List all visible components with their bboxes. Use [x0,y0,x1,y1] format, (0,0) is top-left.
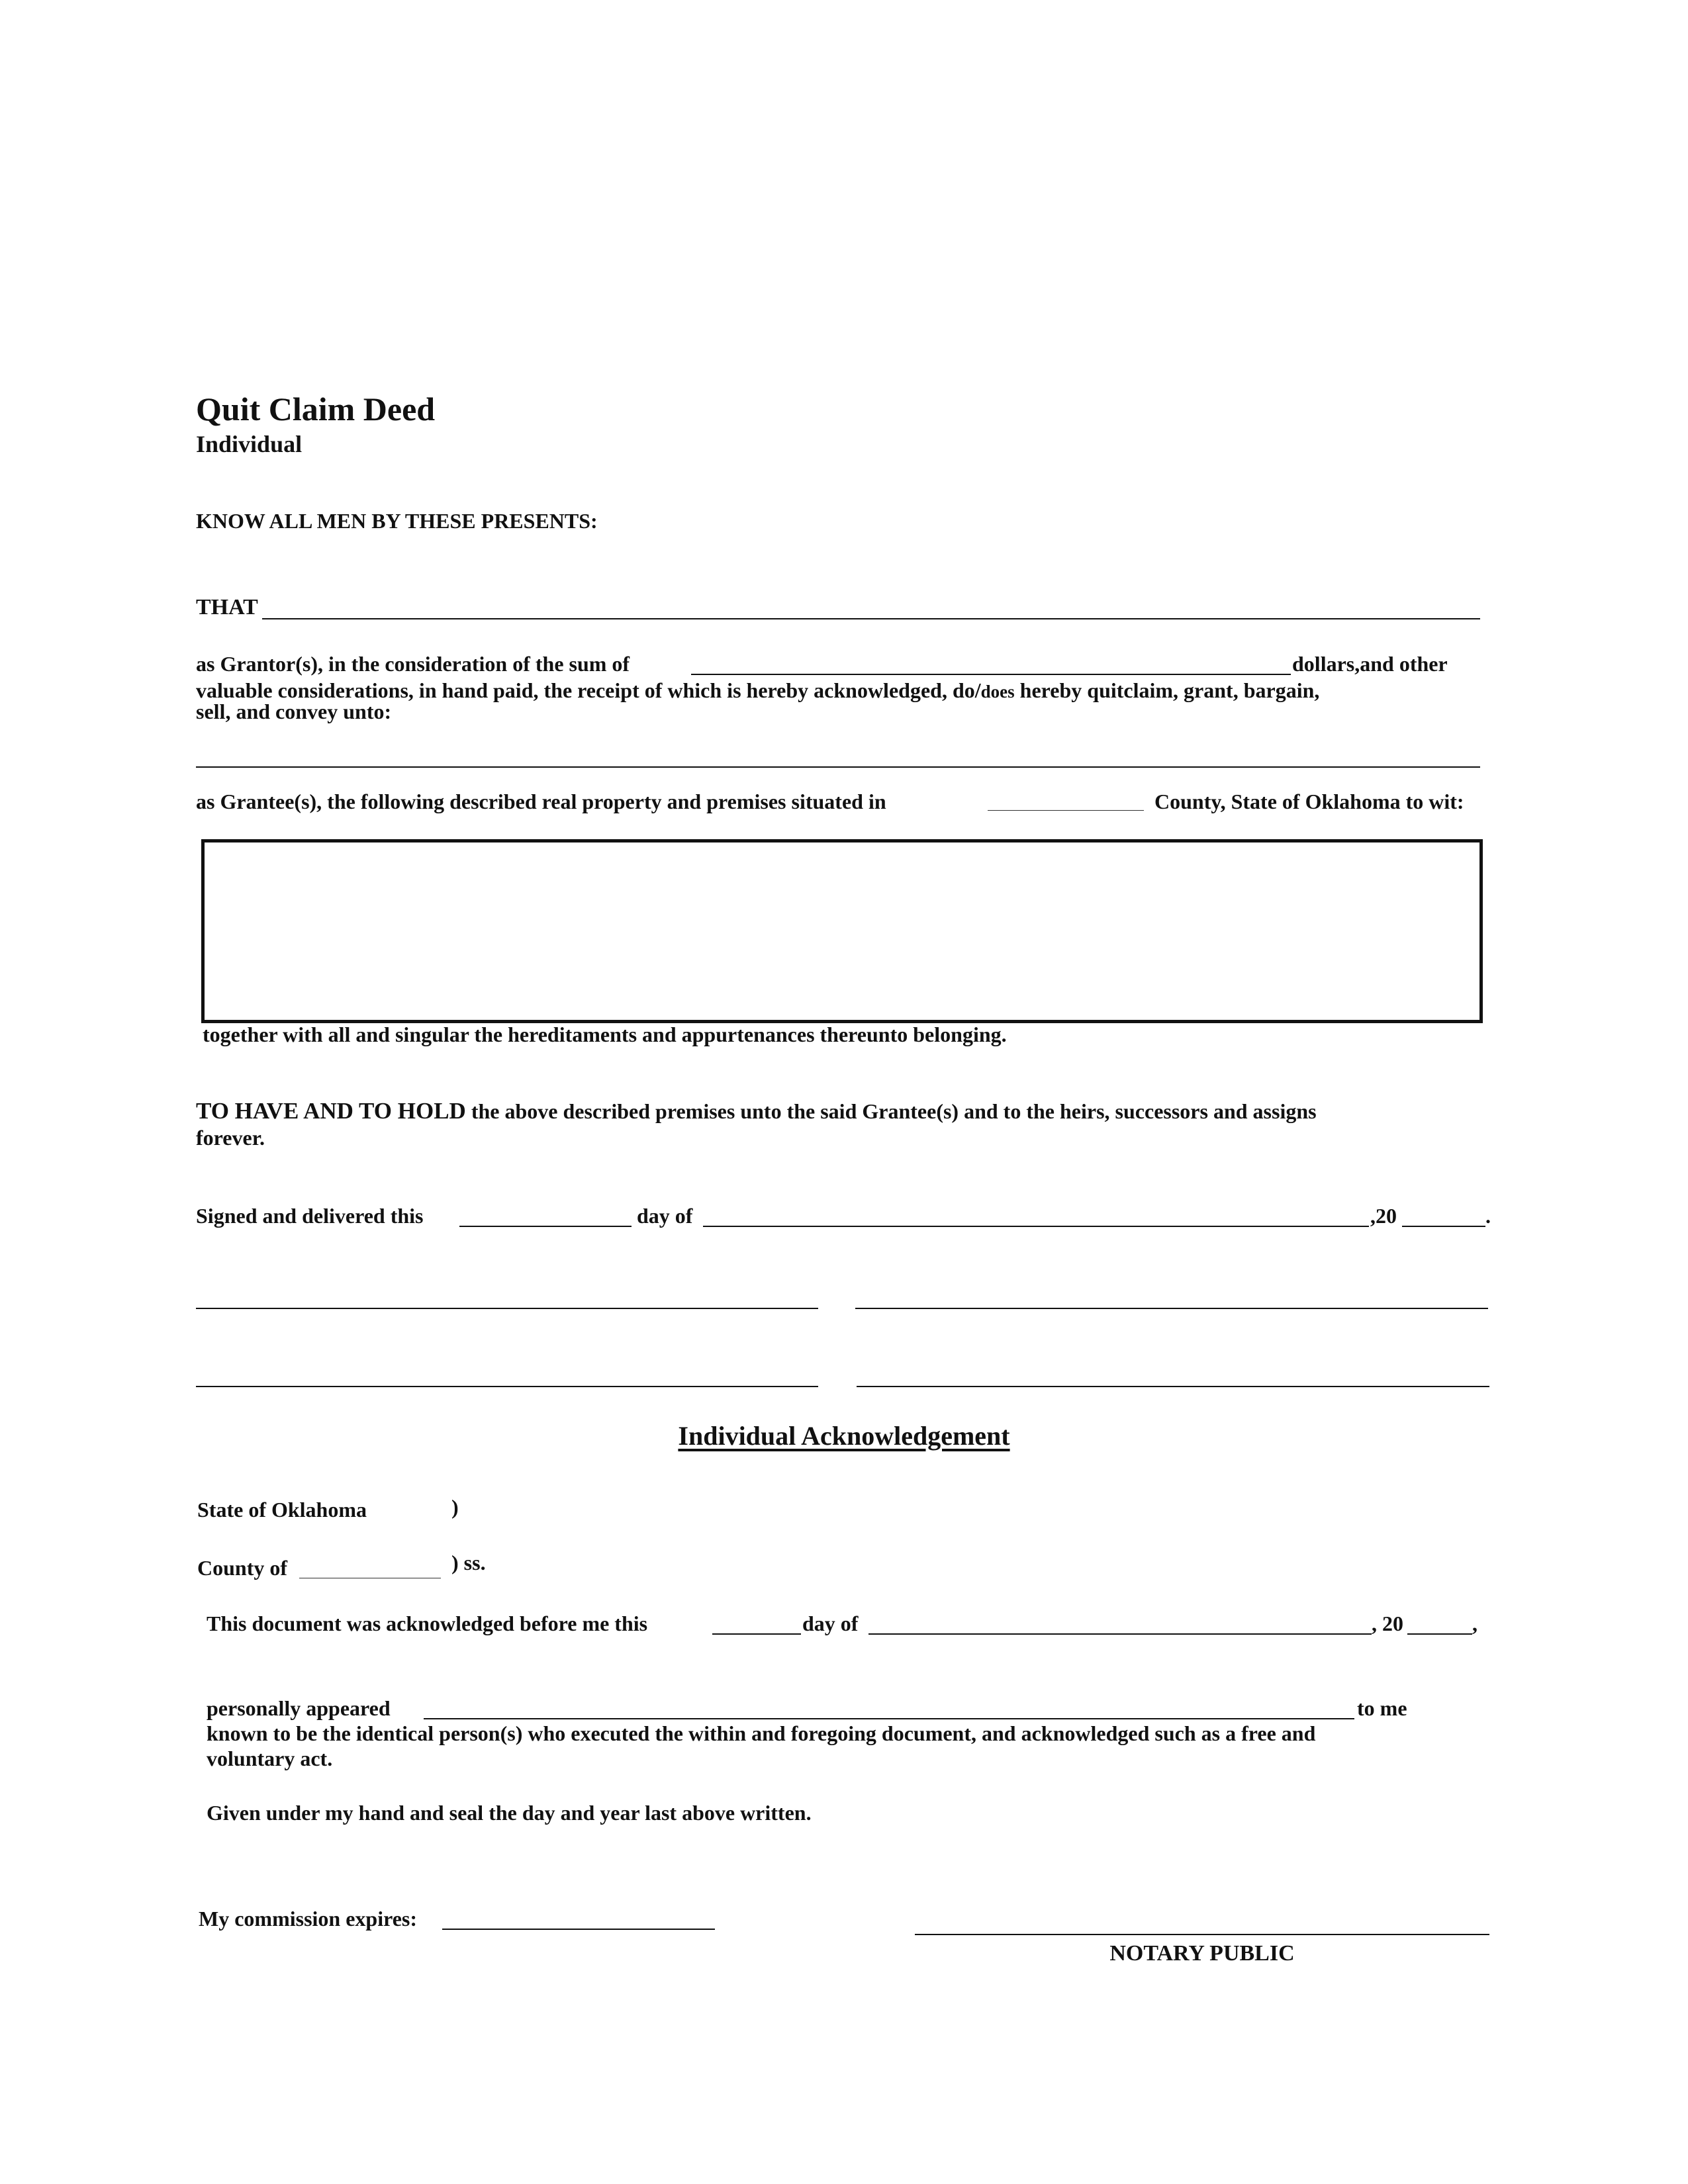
doc-ack-day-of: day of [802,1612,859,1635]
acknowledgement-heading: Individual Acknowledgement [678,1421,1010,1451]
grantor-line3: sell, and convey unto: [196,700,392,723]
commission-label: My commission expires: [199,1907,418,1931]
property-description-text [205,842,1479,864]
state-label: State of Oklahoma [197,1498,367,1522]
doc-ack-month-field[interactable] [868,1633,1372,1635]
appeared-line2: known to be the identical person(s) who executed the within and foregoing document, and acknowledged such as a free and [207,1721,1316,1745]
signed-month-field[interactable] [703,1226,1369,1227]
signed-day-of: day of [637,1204,693,1228]
habendum-lead: TO HAVE AND TO HOLD [196,1098,466,1124]
page-title: Quit Claim Deed [196,390,436,428]
signature-line-2[interactable] [855,1308,1488,1309]
grantor-line1-prefix: as Grantor(s), in the consideration of the sum of [196,652,630,676]
doc-ack-year-prefix: , 20 [1372,1612,1403,1635]
doc-ack-end: , [1472,1612,1477,1635]
given-clause: Given under my hand and seal the day and year last above written. [207,1801,812,1825]
grantor-line2-does: does [980,682,1015,702]
signature-line-4[interactable] [857,1386,1489,1387]
notary-public-label: NOTARY PUBLIC [1109,1941,1295,1966]
habendum-line2: forever. [196,1126,265,1150]
that-label: THAT [196,595,258,619]
property-description-box[interactable] [201,839,1483,1023]
grantor-line2-b: hereby quitclaim, grant, bargain, [1014,678,1320,702]
grantee-prefix: as Grantee(s), the following described real property and premises situated in [196,790,886,813]
county-label: County of [197,1556,288,1580]
intro-heading: KNOW ALL MEN BY THESE PRESENTS: [196,509,598,533]
signed-prefix: Signed and delivered this [196,1204,424,1228]
appeared-line3: voluntary act. [207,1747,333,1770]
doc-ack-day-field[interactable] [712,1633,801,1635]
grantee-name-field[interactable] [196,766,1480,768]
signed-year-prefix: ,20 [1370,1204,1397,1228]
consideration-amount-field[interactable] [691,674,1291,675]
grantor-name-field[interactable] [262,618,1480,619]
state-paren: ) [451,1495,459,1519]
doc-ack-prefix: This document was acknowledged before me this [207,1612,648,1635]
grantor-line2-a: valuable considerations, in hand paid, the receipt of which is hereby acknowledged, do/ [196,678,981,702]
signed-end: . [1485,1204,1491,1228]
appeared-name-field[interactable] [424,1718,1354,1719]
grantee-suffix: County, State of Oklahoma to wit: [1154,790,1464,813]
habendum-line1 [196,1099,1317,1124]
page-subtitle: Individual [196,431,303,457]
signed-year-field[interactable] [1402,1226,1485,1227]
commission-expiry-field[interactable] [442,1929,715,1930]
county-field[interactable] [988,810,1144,811]
appeared-prefix: personally appeared [207,1696,391,1720]
signature-line-1[interactable] [196,1308,818,1309]
notary-signature-line[interactable] [915,1934,1489,1935]
county-paren: ) ss. [451,1551,486,1574]
appeared-suffix: to me [1357,1696,1407,1720]
signature-line-3[interactable] [196,1386,818,1387]
acknowledgement-heading-row [0,1420,1688,1452]
signed-day-field[interactable] [459,1226,632,1227]
habendum-rest: the above described premises unto the said Grantee(s) and to the heirs, successors and assigns [465,1099,1317,1123]
together-clause: together with all and singular the hereditaments and appurtenances thereunto belonging. [203,1023,1007,1046]
grantor-line1-suffix: dollars,and other [1292,652,1448,676]
doc-ack-year-field[interactable] [1407,1633,1472,1635]
